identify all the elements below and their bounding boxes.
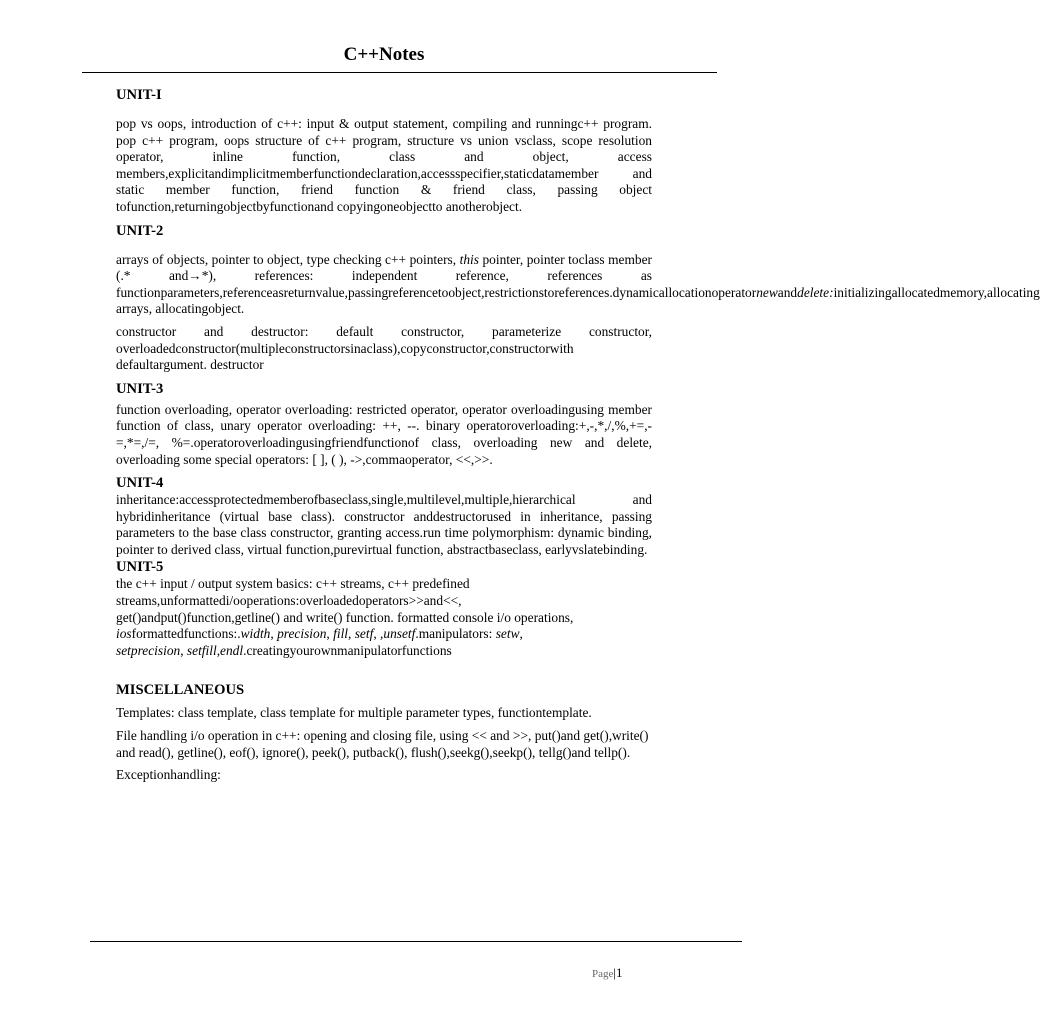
unit-1-heading: UNIT-I	[116, 87, 162, 103]
unit-5-heading: UNIT-5	[116, 559, 164, 576]
misc-paragraph-exception: Exceptionhandling:	[116, 767, 221, 783]
document-title: C++Notes	[343, 44, 425, 65]
page-label: Page	[592, 968, 614, 980]
unit-5-paragraph: the c++ input / output system basics: c++ streams, c++ predefined streams,unformattedi/ooperations:overloadedoperators>>and<<, get()andput()function,getline() and write() function. formatted console i/o operations, iosformattedfunctions:.width, precision, fill, setf, ,unsetf.manipulators: setw, setprecision, setfill,endl.creatingyourownmanipulatorfunctions	[116, 576, 574, 658]
header-rule	[82, 72, 717, 73]
unit-1-paragraph: pop vs oops, introduction of c++: input & output statement, compiling and runningc++ program. pop c++ program, oops structure of c++ program, structure vs union vsclass, scope resolution operator, inline function, class and object, access members,explicitandimplicitmemberfunctiondeclaration,accessspecifier,staticdatamember and static member function, friend function & friend class, passing object tofunction,returningobjectbyfunctionand copyingoneobjectto anotherobject.	[116, 116, 652, 214]
misc-paragraph-templates: Templates: class template, class template for multiple parameter types, functiontemplate.	[116, 705, 592, 721]
unit-4-paragraph: inheritance:accessprotectedmemberofbaseclass,single,multilevel,multiple,hierarchical and hybridinheritance (virtual base class). constructor anddestructorused in inheritance, passing parameters to the base class constructor, granting access.run time polymorphism: dynamic binding, pointer to derived class, virtual function,purevirtual function, abstractbaseclass, earlyvslatebinding.	[116, 492, 652, 557]
document-body	[116, 86, 1040, 784]
unit-2-paragraph-1: arrays of objects, pointer to object, type checking c++ pointers, this pointer, pointer toclass member (.* and→*), references: independent reference, references as functionparameters,referenceasreturnvalue,passingreferencetoobject,restrictionstoreferences.dynamicallocationoperatornewanddelete:initializingallocatedmemory,allocating arrays, allocatingobject.	[116, 251, 1040, 317]
page-separator: |	[613, 965, 616, 980]
misc-paragraph-file-handling: File handling i/o operation in c++: opening and closing file, using << and >>, put()and get(),write() and read(), getline(), eof(), ignore(), peek(), putback(), flush(),seekg(),seekp(), tellg()and tellp().	[116, 728, 649, 760]
page-number: 1	[616, 965, 623, 980]
unit-4-heading: UNIT-4	[116, 475, 164, 492]
unit-2-paragraph-2: constructor and destructor: default constructor, parameterize constructor, overloadedconstructor(multipleconstructorsinaclass),copyconstructor,constructorwith defaultargument. destructor	[116, 323, 652, 373]
unit-3-paragraph: function overloading, operator overloading: restricted operator, operator overloadingusing member function of class, unary operator overloading: ++, --. binary operatoroverloading:+,-,*,/,%,+=,-=,*=,/=, %=.operatoroverloadingusingfriendfunctionof class, overloading new and delete, overloading some special operators: [ ], ( ), ->,commaoperator, <<,>>.	[116, 401, 652, 467]
unit-3-heading: UNIT-3	[116, 380, 164, 397]
page-footer	[592, 965, 623, 981]
misc-heading: MISCELLANEOUS	[116, 682, 245, 699]
unit-2-heading: UNIT-2	[116, 222, 164, 239]
footer-rule	[90, 941, 742, 942]
